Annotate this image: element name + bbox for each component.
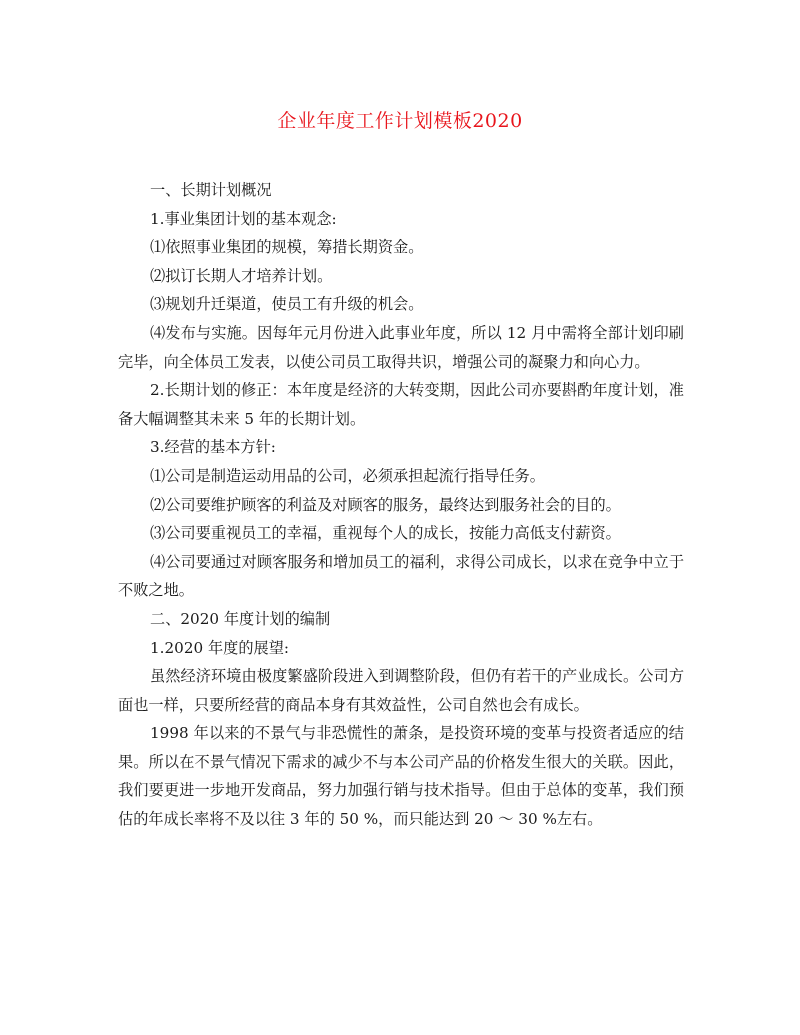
paragraph-6: ⑷发布与实施。因每年元月份进入此事业年度，所以 12 月中需将全部计划印刷完毕，向全体员工发表，以使公司员工取得共识，增强公司的凝聚力和向心力。 xyxy=(118,323,684,371)
paragraph-10: ⑵公司要维护顾客的利益及对顾客的服务，最终达到服务社会的目的。 xyxy=(150,495,621,514)
paragraph-12: ⑷公司要通过对顾客服务和增加员工的福利，求得公司成长，以求在竞争中立于不败之地。 xyxy=(118,552,684,600)
paragraph-7: 2.长期计划的修正：本年度是经济的大转变期，因此公司亦要斟酌年度计划，准备大幅调整其未来 5 年的长期计划。 xyxy=(118,381,684,428)
paragraph-11: ⑶公司要重视员工的幸福，重视每个人的成长，按能力高低支付薪资。 xyxy=(150,524,621,543)
paragraph-14: 1.2020 年度的展望: xyxy=(150,638,290,657)
paragraph-4: ⑵拟订长期人才培养计划。 xyxy=(150,266,333,285)
paragraph-15: 虽然经济环境由极度繁盛阶段进入到调整阶段，但仍有若干的产业成长。公司方面也一样，只要所经营的商品本身有其效益性，公司自然也会有成长。 xyxy=(118,667,684,714)
document-body xyxy=(118,176,684,834)
paragraph-16: 1998 年以来的不景气与非恐慌性的萧条，是投资环境的变革与投资者适应的结果。所以在不景气情况下需求的减少不与本公司产品的价格发生很大的关联。因此，我们要更进一步地开发商品，努力加强行销与技术指导。但由于总体的变革，我们预估的年成长率将不及以往 3 年的 50 %，而只能达到 20 ～ 30 %左右。 xyxy=(118,724,684,829)
paragraph-8: 3.经营的基本方针: xyxy=(150,438,276,457)
paragraph-1: 一、长期计划概况 xyxy=(150,181,272,199)
paragraph-13: 二、2020 年度计划的编制 xyxy=(150,609,331,628)
paragraph-5: ⑶规划升迁渠道，使员工有升级的机会。 xyxy=(150,295,424,314)
document-title: 企业年度工作计划模板2020 xyxy=(277,110,523,132)
paragraph-3: ⑴依照事业集团的规模，筹措长期资金。 xyxy=(150,238,424,257)
paragraph-9: ⑴公司是制造运动用品的公司，必须承担起流行指导任务。 xyxy=(150,466,545,485)
paragraph-2: 1.事业集团计划的基本观念: xyxy=(150,209,337,228)
